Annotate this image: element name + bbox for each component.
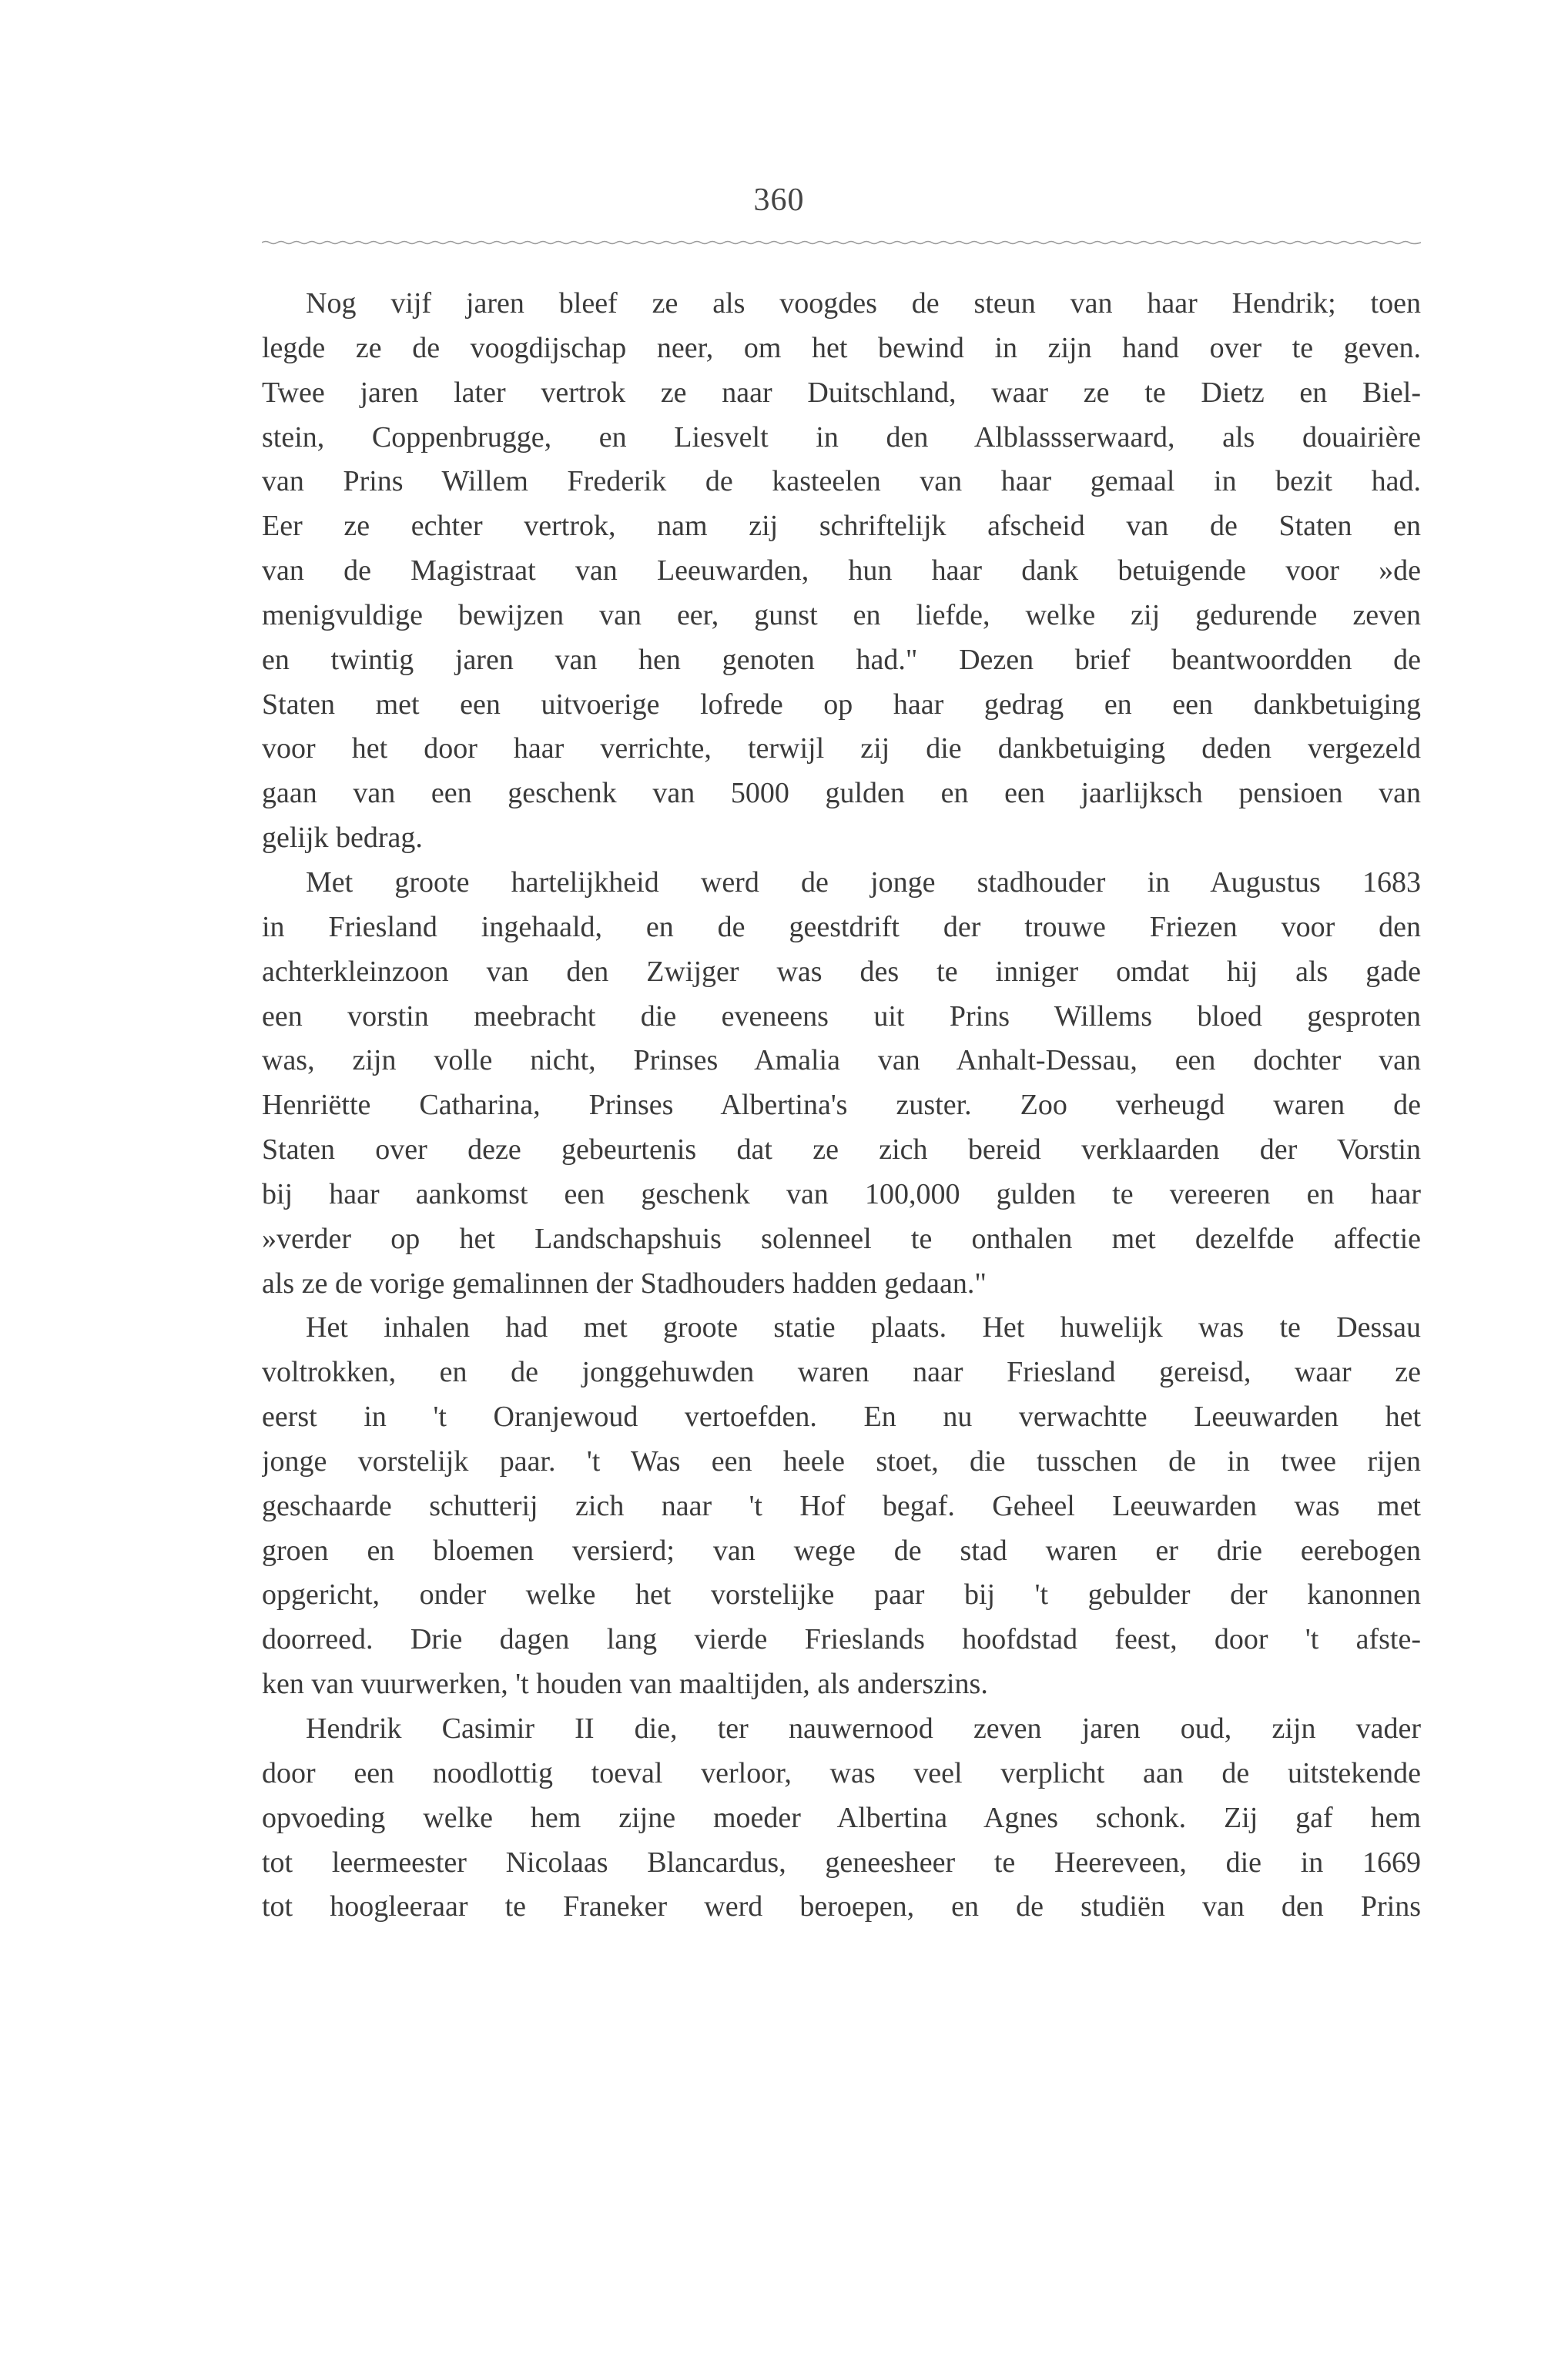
text-line: jonge vorstelijk paar. 't Was een heele stoet, die tusschen de in twee rijen: [262, 1444, 1421, 1478]
text-line: opvoeding welke hem zijne moeder Albertina Agnes schonk. Zij gaf hem: [262, 1801, 1421, 1834]
text-line: Staten over deze gebeurtenis dat ze zich bereid verklaarden der Vorstin: [262, 1133, 1421, 1167]
text-line: en twintig jaren van hen genoten had." Dezen brief beantwoordden de: [262, 643, 1421, 676]
text-line: voor het door haar verrichte, terwijl zij die dankbetuiging deden vergezeld: [262, 732, 1421, 765]
text-line: Met groote hartelijkheid werd de jonge stadhouder in Augustus 1683: [306, 865, 1421, 899]
text-line: stein, Coppenbrugge, en Liesvelt in den Alblassserwaard, als douairière: [262, 420, 1421, 454]
text-line: als ze de vorige gemalinnen der Stadhouders hadden gedaan.": [262, 1267, 987, 1300]
text-line: »verder op het Landschapshuis solenneel te onthalen met dezelfde affectie: [262, 1222, 1421, 1255]
text-line: bij haar aankomst een geschenk van 100,000 gulden te vereeren en haar: [262, 1177, 1421, 1210]
text-line: voltrokken, en de jonggehuwden waren naar Friesland gereisd, waar ze: [262, 1356, 1421, 1389]
text-line: was, zijn volle nicht, Prinses Amalia van Anhalt-Dessau, een dochter van: [262, 1044, 1421, 1077]
text-line: Nog vijf jaren bleef ze als voogdes de steun van haar Hendrik; toen: [306, 287, 1421, 320]
text-line: opgericht, onder welke het vorstelijke paar bij 't gebulder der kanonnen: [262, 1578, 1421, 1612]
header-rule: [262, 240, 1421, 245]
text-line: Eer ze echter vertrok, nam zij schriftelijk afscheid van de Staten en: [262, 510, 1421, 543]
text-line: van de Magistraat van Leeuwarden, hun haar dank betuigende voor »de: [262, 554, 1421, 587]
text-line: door een noodlottig toeval verloor, was veel verplicht aan de uitstekende: [262, 1756, 1421, 1789]
text-line: Twee jaren later vertrok ze naar Duitschland, waar ze te Dietz en Biel-: [262, 376, 1421, 409]
text-line: Henriëtte Catharina, Prinses Albertina's zuster. Zoo verheugd waren de: [262, 1089, 1421, 1122]
text-line: gelijk bedrag.: [262, 822, 423, 855]
text-line: een vorstin meebracht die eveneens uit Prins Willems bloed gesproten: [262, 999, 1421, 1033]
text-line: groen en bloemen versierd; van wege de stad waren er drie eerebogen: [262, 1534, 1421, 1567]
text-line: ken van vuurwerken, 't houden van maaltijden, als anderszins.: [262, 1668, 988, 1701]
wavy-rule-graphic: [262, 240, 1421, 245]
text-line: tot hoogleeraar te Franeker werd beroepen, en de studiën van den Prins: [262, 1890, 1421, 1923]
text-line: eerst in 't Oranjewoud vertoefden. En nu verwachtte Leeuwarden het: [262, 1401, 1421, 1434]
text-line: legde ze de voogdijschap neer, om het bewind in zijn hand over te geven.: [262, 331, 1421, 364]
text-line: achterkleinzoon van den Zwijger was des te inniger omdat hij als gade: [262, 955, 1421, 988]
text-line: menigvuldige bewijzen van eer, gunst en liefde, welke zij gedurende zeven: [262, 598, 1421, 631]
text-line: doorreed. Drie dagen lang vierde Frieslands hoofdstad feest, door 't afste-: [262, 1623, 1421, 1656]
text-line: geschaarde schutterij zich naar 't Hof begaf. Geheel Leeuwarden was met: [262, 1489, 1421, 1522]
page-number: 360: [753, 182, 805, 218]
body-text: [262, 282, 1421, 1930]
text-line: Het inhalen had met groote statie plaats. Het huwelijk was te Dessau: [306, 1311, 1421, 1344]
text-line: gaan van een geschenk van 5000 gulden en een jaarlijksch pensioen van: [262, 777, 1421, 810]
text-line: van Prins Willem Frederik de kasteelen van haar gemaal in bezit had.: [262, 465, 1421, 498]
text-line: in Friesland ingehaald, en de geestdrift der trouwe Friezen voor den: [262, 910, 1421, 943]
text-line: Staten met een uitvoerige lofrede op haar gedrag en een dankbetuiging: [262, 688, 1421, 721]
text-line: Hendrik Casimir II die, ter nauwernood zeven jaren oud, zijn vader: [306, 1712, 1421, 1745]
text-line: tot leermeester Nicolaas Blancardus, geneesheer te Heereveen, die in 1669: [262, 1846, 1421, 1879]
